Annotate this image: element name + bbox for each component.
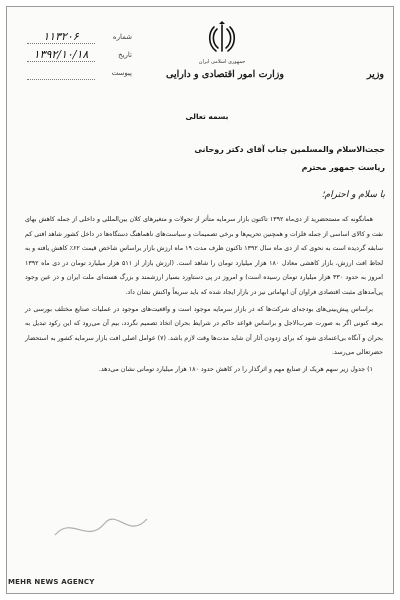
letter-body xyxy=(25,213,383,380)
minister-title: وزیر xyxy=(366,69,384,80)
iran-emblem-icon xyxy=(207,21,237,57)
letter-attachment-value xyxy=(27,66,95,80)
letter-number-label: شماره xyxy=(112,33,132,41)
letter-number-value: ۱۱۳۲۰۶ xyxy=(27,30,95,44)
republic-name: جمهوری اسلامی ایران xyxy=(198,59,246,65)
letter-date-label: تاریخ xyxy=(118,51,132,59)
ministry-name: وزارت امور اقتصادی و دارایی xyxy=(166,69,284,80)
letter-attachment-row xyxy=(27,65,132,81)
basmala-heading: بسمه تعالی xyxy=(185,112,229,121)
body-paragraph-3: ۱) جدول زیر سهم هریک از صنایع مهم و اثرگذار را در کاهش حدود ۱۸۰ هزار میلیارد تومانی نشان می‌دهد. xyxy=(98,365,373,373)
agency-watermark: MEHR NEWS AGENCY xyxy=(8,578,95,586)
letter-date-row xyxy=(27,47,132,63)
letter-page xyxy=(6,6,394,594)
greeting: با سلام و احترام؛ xyxy=(321,190,385,200)
letter-attachment-label: پیوست xyxy=(111,69,132,77)
recipient-title: ریاست جمهور محترم xyxy=(301,163,385,172)
body-paragraph-1: همانگونه که مستحضرید از دی‌ماه ۱۳۹۲ تاکنون بازار سرمایه متأثر از تحولات و متغیرهای کلان بین‌المللی و داخلی از جمله کاهش بهای نفت و کالای اساسی از جمله فلزات و همچنین تحریم‌ها و برخی تصمیمات و سیاست‌های ناهماهنگ دستگاه‌ها در داخل کشور شاهد افتی کم سابقه گردیده است به نحوی که از دی ماه سال ۱۳۹۲ تاکنون ظرف مدت ۱۹ ماه ارزش بازار براساس شاخص قیمت ۶۲٪ کاهش یافته و به لحاظ افت ارزش، بازار کاهشی معادل ۱۸۰ هزار میلیارد تومان را شاهد است. (ارزش بازار از ۵۱۱ هزار میلیارد تومان در دی ماه ۱۳۹۲ امروز به حدود ۳۳۰ هزار میلیارد تومان رسیده است) و امروز در پی دستاورد بسیار ارزشمند و بزرگ هسته‌ای ملت ایران و در عین وجود پی‌آمدهای مثبت اقتصادی فراوان آن ابهاماتی نیز در بازار ایجاد شده که باید سریعاً واکنش نشان داد. xyxy=(25,216,384,296)
signature-mark xyxy=(47,495,167,555)
recipient-name: حجت‌الاسلام والمسلمین جناب آقای دکتر روحانی xyxy=(194,145,385,154)
letter-date-value: ۱۳۹۲/۱۰/۱۸ xyxy=(27,48,95,62)
letter-number-row xyxy=(27,29,132,45)
body-paragraph-2: براساس پیش‌بینی‌های بودجه‌ای شرکت‌ها که در بازار سرمایه موجود است و واقعیت‌های موجود در عملیات صنایع مختلف بورسی در برهه کنونی اگر به صورت ضرب‌الاجل و براساس قواعد حاکم در شرایط بحران اتخاذ تصمیم نگردد، بیم آن می‌رود که این رکود تبدیل به بحران و آنگاه بی‌اعتمادی شود که برای زدودن آثار آن شاید مدت‌ها وقت لازم باشد. (۷) عوامل اصلی افت بازار سرمایه کشور به استحضار حضرتعالی می‌رسد. xyxy=(25,305,383,357)
